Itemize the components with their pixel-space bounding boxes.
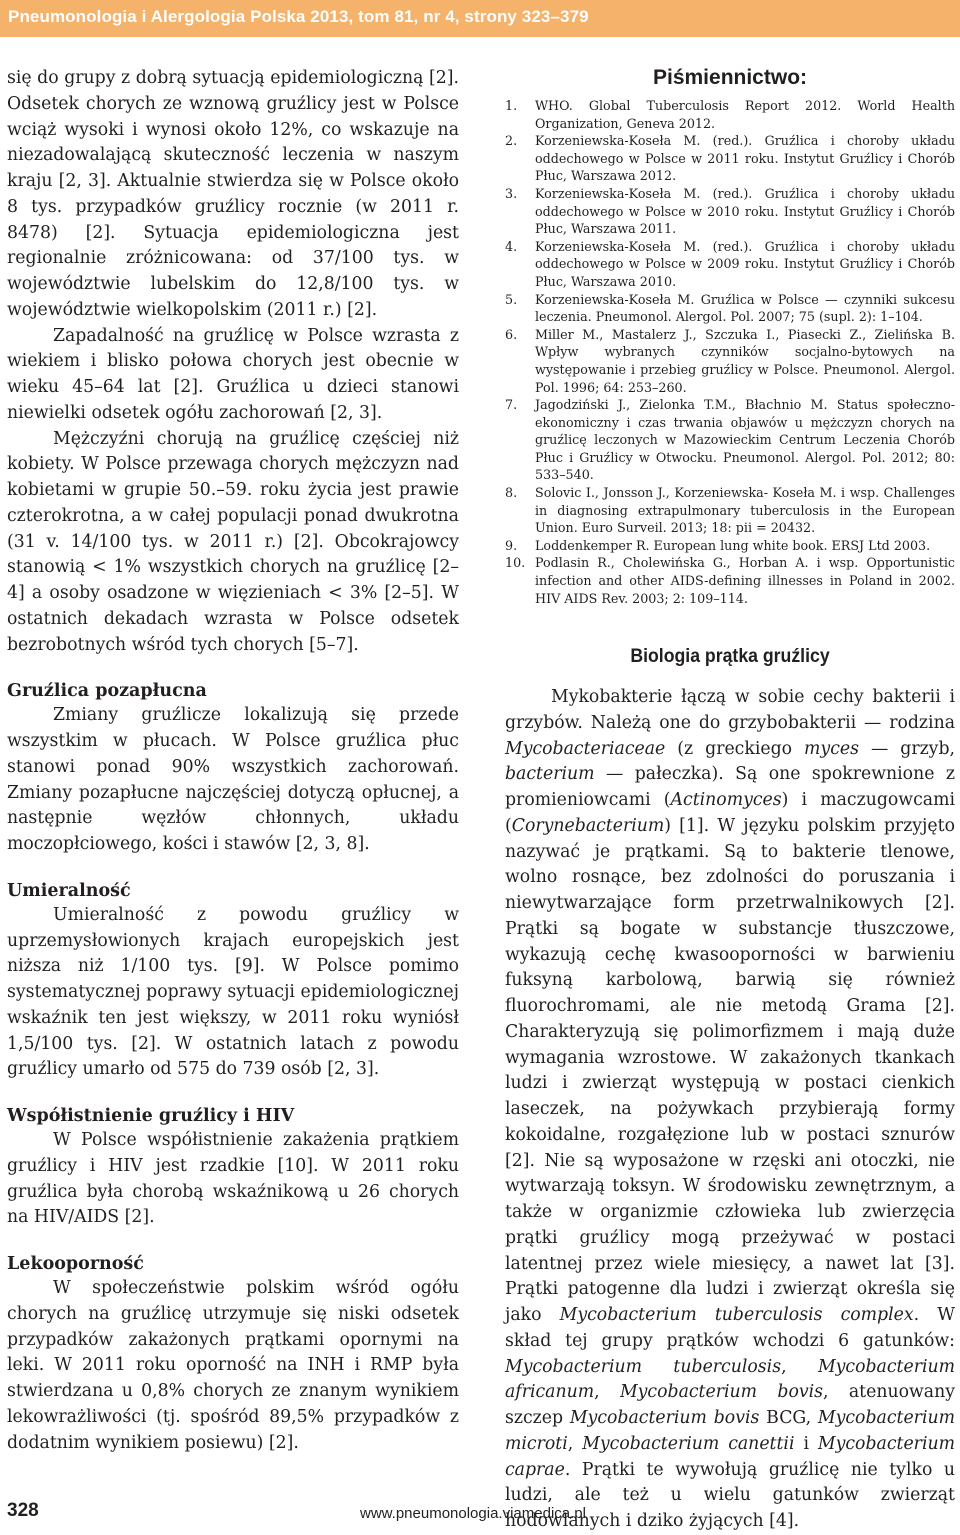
reference-item: 7. Jagodziński J., Zielonka T.M., Błachnio M. Status społeczno-ekonomiczny i czas trwania objawów u mężczyzn chorych na gruźlicę leczonych w Mazowieckim Centrum Leczenia Chorób Płuc i Gruźlicy w Otwocku. Pneumonol. Alergol. Pol. 2012; 80: 533–540.: [505, 397, 955, 483]
reference-item: 8. Solovic I., Jonsson J., Korzeniewska- Koseła M. i wsp. Challenges in diagnosing extrapulmonary tuberculosis in the European Union. Euro Surveil. 2013; 18: pii = 20432.: [505, 485, 955, 536]
paragraph: Mężczyźni chorują na gruźlicę częściej niż kobiety. W Polsce przewaga chorych mężczyzn nad kobietami w grupie 50.–59. roku życia jest prawie czterokrotna, a w całej populacji ponad dwukrotna (31 v. 14/100 tys. w 2011 r.) [2]. Obcokrajowcy stanowią < 1% wszystkich chorych na gruźlicę [2–4] a osoby osadzone w więzieniach < 3% [2–5]. W ostatnich dekadach wzrasta w Polsce odsetek bezrobotnych wśród tych chorych [5–7].: [7, 428, 459, 655]
right-column: [505, 66, 955, 1535]
reference-item: 4. Korzeniewska-Koseła M. (red.). Gruźlica i choroby układu oddechowego w Polsce w 2009 roku. Instytut Gruźlicy i Chorób Płuc, Warszawa 2010.: [505, 238, 955, 289]
journal-title: Pneumonologia i Alergologia Polska 2013, tom 81, nr 4, strony 323–379: [8, 7, 589, 26]
reference-item: 3. Korzeniewska-Koseła M. (red.). Gruźlica i choroby układu oddechowego w Polsce w 2010 roku. Instytut Gruźlicy i Chorób Płuc, Warszawa 2011.: [505, 185, 955, 237]
reference-item: 1. WHO. Global Tuberculosis Report 2012. World Health Organization, Geneva 2012.: [505, 98, 955, 131]
page-number: 328: [7, 1500, 39, 1521]
section-heading: Gruźlica pozapłucna: [7, 681, 207, 702]
section-heading: Współistnienie gruźlicy i HIV: [7, 1106, 295, 1126]
reference-item: 9. Loddenkemper R. European lung white book. ERSJ Ltd 2003.: [505, 537, 931, 553]
journal-url[interactable]: www.pneumonologia.viamedica.pl: [360, 1505, 586, 1522]
reference-list: [505, 97, 955, 607]
paragraph: W Polsce współistnienie zakażenia prątkiem gruźlicy i HIV jest rzadkie [10]. W 2011 roku gruźlica była chorobą wskaźnikową u 26 chorych na HIV/AIDS [2].: [7, 1130, 459, 1228]
reference-item: 2. Korzeniewska-Koseła M. (red.). Gruźlica i choroby układu oddechowego w Polsce w 2011 roku. Instytut Gruźlicy i Chorób Płuc, Warszawa 2012.: [505, 133, 955, 184]
reference-item: 6. Miller M., Mastalerz J., Szczuka I., Piasecki Z., Zielińska B. Wpływ wybranych czynników socjalno-bytowych na występowanie i przebieg gruźlicy w Polsce. Pneumonol. Alergol. Pol. 1996; 64: 253–260.: [505, 326, 955, 395]
section-heading: Biologia prątka gruźlicy: [630, 646, 830, 668]
paragraph: Mykobakterie łączą w sobie cechy bakterii i grzybów. Należą one do grzybobakterii — rodzina Mycobacteriaceae (z greckiego myces — grzyb, bacterium — pałeczka). Są one spokrewnione z promieniowcami (Actinomyces) i maczugowcami (Corynebacterium) [1]. W języku polskim przyjęto nazywać je prątkami. Są to bakterie tlenowe, wolno rosnące, bez zdolności do poruszania i niewytwarzające form przetrwalnikowych [2]. Prątki są bogate w substancje tłuszczowe, wykazują cechę kwasooporności w barwieniu fuksyną karbolową, barwią się również fluorochromami, ale nie metodą Grama [2]. Charakteryzują się polimorfizmem i mają duże wymagania wzrostowe. W zakażonych tkankach ludzi i zwierząt występują w postaci cienkich laseczek, na pożywkach przybierają formy kokoidalne, rozgałęzione lub w postaci sznurów [2]. Nie są wyposażone w rzęski ani otoczki, nie wytwarzają toksyn. W środowisku zewnętrznym, a także w organizmie człowieka lub zwierzęcia prątki gruźlicy mogą przeżywać w postaci latentnej przez wiele miesięcy, a nawet lat [3]. Prątki patogenne dla ludzi i zwierząt określa się jako Mycobacterium tuberculosis complex. W skład tej grupy prątków wchodzi 6 gatunków: Mycobacterium tuberculosis, Mycobacterium africanum, Mycobacterium bovis, atenuowany szczep Mycobacterium bovis BCG, Mycobacterium microti, Mycobacterium canettii i Mycobacterium caprae. Prątki te wywołują gruźlicę nie tylko u ludzi, ale też u wielu gatunków zwierząt hodowlanych i dziko żyjących [4].: [505, 687, 955, 1532]
paragraph: Zapadalność na gruźlicę w Polsce wzrasta z wiekiem i blisko połowa chorych jest obecnie w wieku 45–64 lat [2]. Gruźlica u dzieci stanowi niewielki odsetek ogółu zachorowań [2, 3].: [7, 325, 459, 423]
paragraph: W społeczeństwie polskim wśród ogółu chorych na gruźlicę utrzymuje się niski odsetek przypadków zakażonych prątkami opornymi na leki. W 2011 roku oporność na INH i RMP była stwierdzana u 0,8% chorych ze znanym wynikiem lekowrażliwości (tj. spośród 89,5% przypadków z dodatnim wynikiem posiewu) [2].: [7, 1278, 459, 1453]
references-heading: Piśmiennictwo:: [652, 66, 808, 89]
section-heading: Umieralność: [7, 880, 131, 901]
reference-item: 5. Korzeniewska-Koseła M. Gruźlica w Polsce — czynniki sukcesu leczenia. Pneumonol. Alergol. Pol. 2007; 75 (supl. 2): 1–104.: [505, 291, 955, 325]
reference-item: 10. Podlasin R., Cholewińska G., Horban A. i wsp. Opportunistic infection and other AIDS-defining illnesses in Poland in 2002. HIV AIDS Rev. 2003; 2: 109–114.: [505, 555, 955, 606]
section-heading: Lekooporność: [7, 1254, 144, 1274]
paragraph: Umieralność z powodu gruźlicy w uprzemysłowionych krajach europejskich jest niższa niż 1/100 tys. [9]. W Polsce pomimo systematycznej poprawy sytuacji epidemiologicznej wskaźnik ten jest większy, w 2011 roku wyniósł 1,5/100 tys. [2]. W ostatnich latach z powodu gruźlicy umarło od 575 do 739 osób [2, 3].: [7, 904, 459, 1080]
left-column: [7, 66, 459, 1456]
paragraph: Zmiany gruźlicze lokalizują się przede wszystkim w płucach. W Polsce gruźlica płuc stanowi ponad 90% wszystkich zachorowań. Zmiany pozapłucne najczęściej dotyczą opłucnej, a następnie węzłów chłonnych, układu moczopłciowego, kości i stawów [2, 3, 8].: [7, 705, 459, 854]
journal-header-bar: [0, 0, 960, 37]
paragraph: się do grupy z dobrą sytuacją epidemiologiczną [2]. Odsetek chorych ze wznową gruźlicy jest w Polsce wciąż wysoki i wynosi około 12%, co wskazuje na niezadowalającą skuteczność leczenia w naszym kraju [2, 3]. Aktualnie stwierdza się w Polsce około 8 tys. przypadków gruźlicy rocznie (w 2011 r. 8478) [2]. Sytuacja epidemiologiczna jest regionalnie zróżnicowana: od 37/100 tys. w województwie lubelskim do 12,8/100 tys. w województwie wielkopolskim (2011 r.) [2].: [7, 68, 459, 320]
